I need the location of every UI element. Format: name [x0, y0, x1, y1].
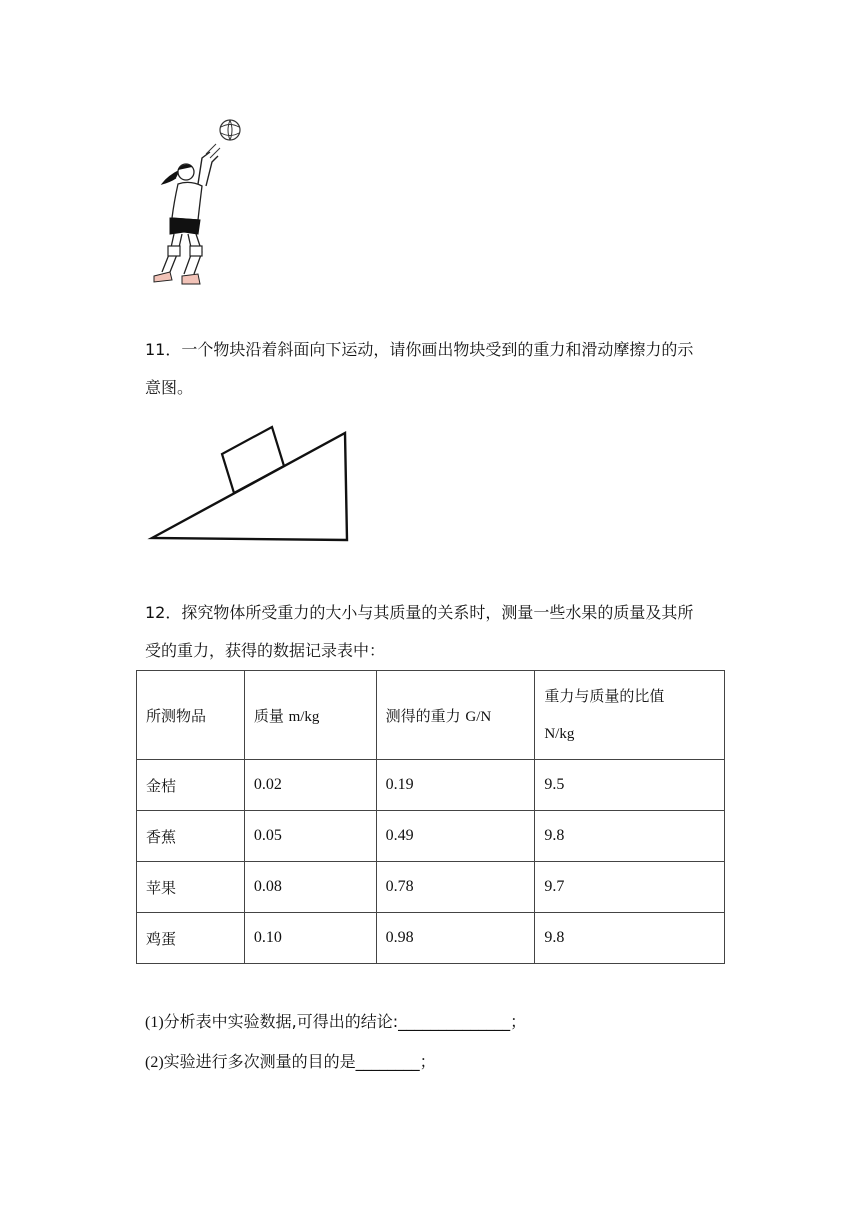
incline-triangle: [152, 433, 347, 540]
cell-ratio: 9.7: [535, 862, 725, 913]
question-12-line1: 12．探究物体所受重力的大小与其质量的关系时，测量一些水果的质量及其所: [145, 603, 694, 622]
question-11-text: [145, 331, 735, 407]
incline-block-diagram: [145, 422, 355, 546]
cell-mass: 0.02: [244, 760, 376, 811]
cell-item: 苹果: [137, 862, 245, 913]
cell-item: 鸡蛋: [137, 913, 245, 964]
sliding-block: [222, 427, 284, 493]
table-row: [137, 811, 725, 862]
question-11-line2: 意图。: [145, 378, 194, 397]
cell-mass: 0.05: [244, 811, 376, 862]
table-header-row: [137, 671, 725, 760]
table-row: [137, 760, 725, 811]
cell-mass: 0.08: [244, 862, 376, 913]
header-item: 所测物品: [137, 671, 245, 760]
cell-ratio: 9.5: [535, 760, 725, 811]
volleyball-player-illustration: [140, 112, 260, 297]
sub-question-1: (1)分析表中实验数据,可得出的结论:______________；: [145, 1012, 527, 1031]
volleyball-icon: [220, 120, 240, 140]
data-table: [136, 670, 725, 964]
cell-weight: 0.78: [376, 862, 535, 913]
table-row: [137, 862, 725, 913]
cell-weight: 0.49: [376, 811, 535, 862]
question-12-line2: 受的重力，获得的数据记录表中：: [145, 641, 386, 660]
cell-mass: 0.10: [244, 913, 376, 964]
cell-ratio: 9.8: [535, 913, 725, 964]
cell-weight: 0.98: [376, 913, 535, 964]
question-12-text: [145, 594, 735, 670]
table-row: [137, 913, 725, 964]
cell-ratio: 9.8: [535, 811, 725, 862]
header-mass: 质量 m/kg: [244, 671, 376, 760]
question-11-line1: 11．一个物块沿着斜面向下运动，请你画出物块受到的重力和滑动摩擦力的示: [145, 340, 694, 359]
cell-weight: 0.19: [376, 760, 535, 811]
cell-item: 香蕉: [137, 811, 245, 862]
header-ratio: 重力与质量的比值 N/kg: [535, 671, 725, 760]
sub-question-2: (2)实验进行多次测量的目的是________；: [145, 1052, 436, 1071]
cell-item: 金桔: [137, 760, 245, 811]
header-weight: 测得的重力 G/N: [376, 671, 535, 760]
